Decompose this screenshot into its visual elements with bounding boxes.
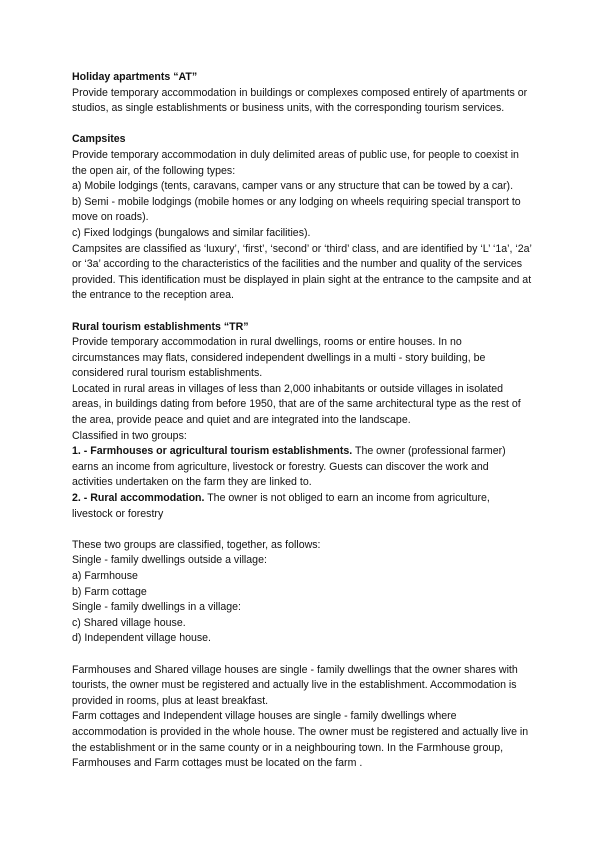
rural-location: Located in rural areas in villages of less than 2,000 inhabitants or outside villages in isolated areas, in buildings dating from before 1950, that are of the same architectural type as the rest of the area, provide peace and quiet and are integrated into the landscape. — [72, 382, 521, 427]
document-page — [72, 70, 532, 772]
farmhouses-para-1: Farmhouses and Shared village houses are single - family dwellings that the owner shares with tourists, the owner must be registered and actually live in the establishment. Accommodation is provided in rooms, plus at least breakfast. — [72, 663, 518, 707]
campsites-item-a: a) Mobile lodgings (tents, caravans, camper vans or any structure that can be towed by a car). — [72, 180, 514, 193]
groups-item-a: a) Farmhouse — [72, 570, 138, 582]
group-1-number: 1. - — [72, 445, 91, 458]
heading-campsites: Campsites — [72, 133, 126, 146]
farmhouses-para-2: Farm cottages and Independent village houses are single - family dwellings where accommodation is provided in the whole house. The owner must be registered and actually live in the establishment or in the same county or in a neighbouring town. In the Farmhouse group, Farmhouses and Farm cottages must be located on the farm . — [72, 710, 529, 770]
campsites-item-c: c) Fixed lodgings (bungalows and similar facilities). — [72, 226, 311, 239]
campsites-classification: Campsites are classified as ‘luxury’, ‘first’, ‘second’ or ‘third’ class, and are identified by ‘L’ ‘1a’, ‘2a’ or ‘3a’ according to the characteristics of the facilities and the number and quality of the services provided. This identification must be displayed in plain sight at the entrance to the campsite and at the entrance to the reception area. — [72, 242, 532, 302]
groups-intro: These two groups are classified, together, as follows: — [72, 538, 321, 551]
rural-group-1 — [72, 444, 532, 491]
campsites-item-b: b) Semi - mobile lodgings (mobile homes or any lodging on wheels requiring special transport to move on roads). — [72, 195, 521, 224]
spacer — [72, 117, 532, 133]
spacer — [72, 522, 532, 538]
heading-holiday-apartments: Holiday apartments “AT” — [72, 71, 198, 83]
rural-intro: Provide temporary accommodation in rural dwellings, rooms or entire houses. In no circumstances may flats, considered independent dwellings in a multi - story building, be considered rural tourism establishments. — [72, 336, 486, 380]
rural-group-2 — [72, 491, 532, 522]
section-rural-tourism — [72, 320, 532, 523]
groups-single-outside: Single - family dwellings outside a village: — [72, 554, 267, 567]
group-2-number: 2. - — [72, 492, 91, 505]
group-2-text: The owner is not obliged to earn an income from agriculture, livestock or forestry — [72, 492, 490, 520]
section-holiday-apartments — [72, 70, 532, 117]
section-campsites — [72, 132, 532, 304]
rural-classified: Classified in two groups: — [72, 429, 187, 442]
heading-rural-tourism: Rural tourism establishments “TR” — [72, 320, 249, 333]
groups-item-b: b) Farm cottage — [72, 585, 147, 598]
holiday-apartments-body: Provide temporary accommodation in buildings or complexes composed entirely of apartments or studios, as single establishments or business units, with the corresponding tourism services. — [72, 86, 528, 115]
groups-item-c: c) Shared village house. — [72, 616, 186, 629]
group-1-text: The owner (professional farmer) earns an income from agriculture, livestock or forestry. Guests can discover the work and activities undertaken on the farm they are linked to. — [72, 445, 506, 489]
section-farmhouses — [72, 663, 532, 772]
section-groups-classification — [72, 538, 532, 647]
group-2-title: Rural accommodation. — [90, 492, 205, 505]
campsites-intro: Provide temporary accommodation in duly delimited areas of public use, for people to coexist in the open air, of the following types: — [72, 148, 519, 177]
groups-item-d: d) Independent village house. — [72, 632, 212, 645]
group-1-title: Farmhouses or agricultural tourism establishments. — [90, 445, 353, 458]
groups-single-in: Single - family dwellings in a village: — [72, 601, 241, 614]
spacer — [72, 647, 532, 663]
spacer — [72, 304, 532, 320]
